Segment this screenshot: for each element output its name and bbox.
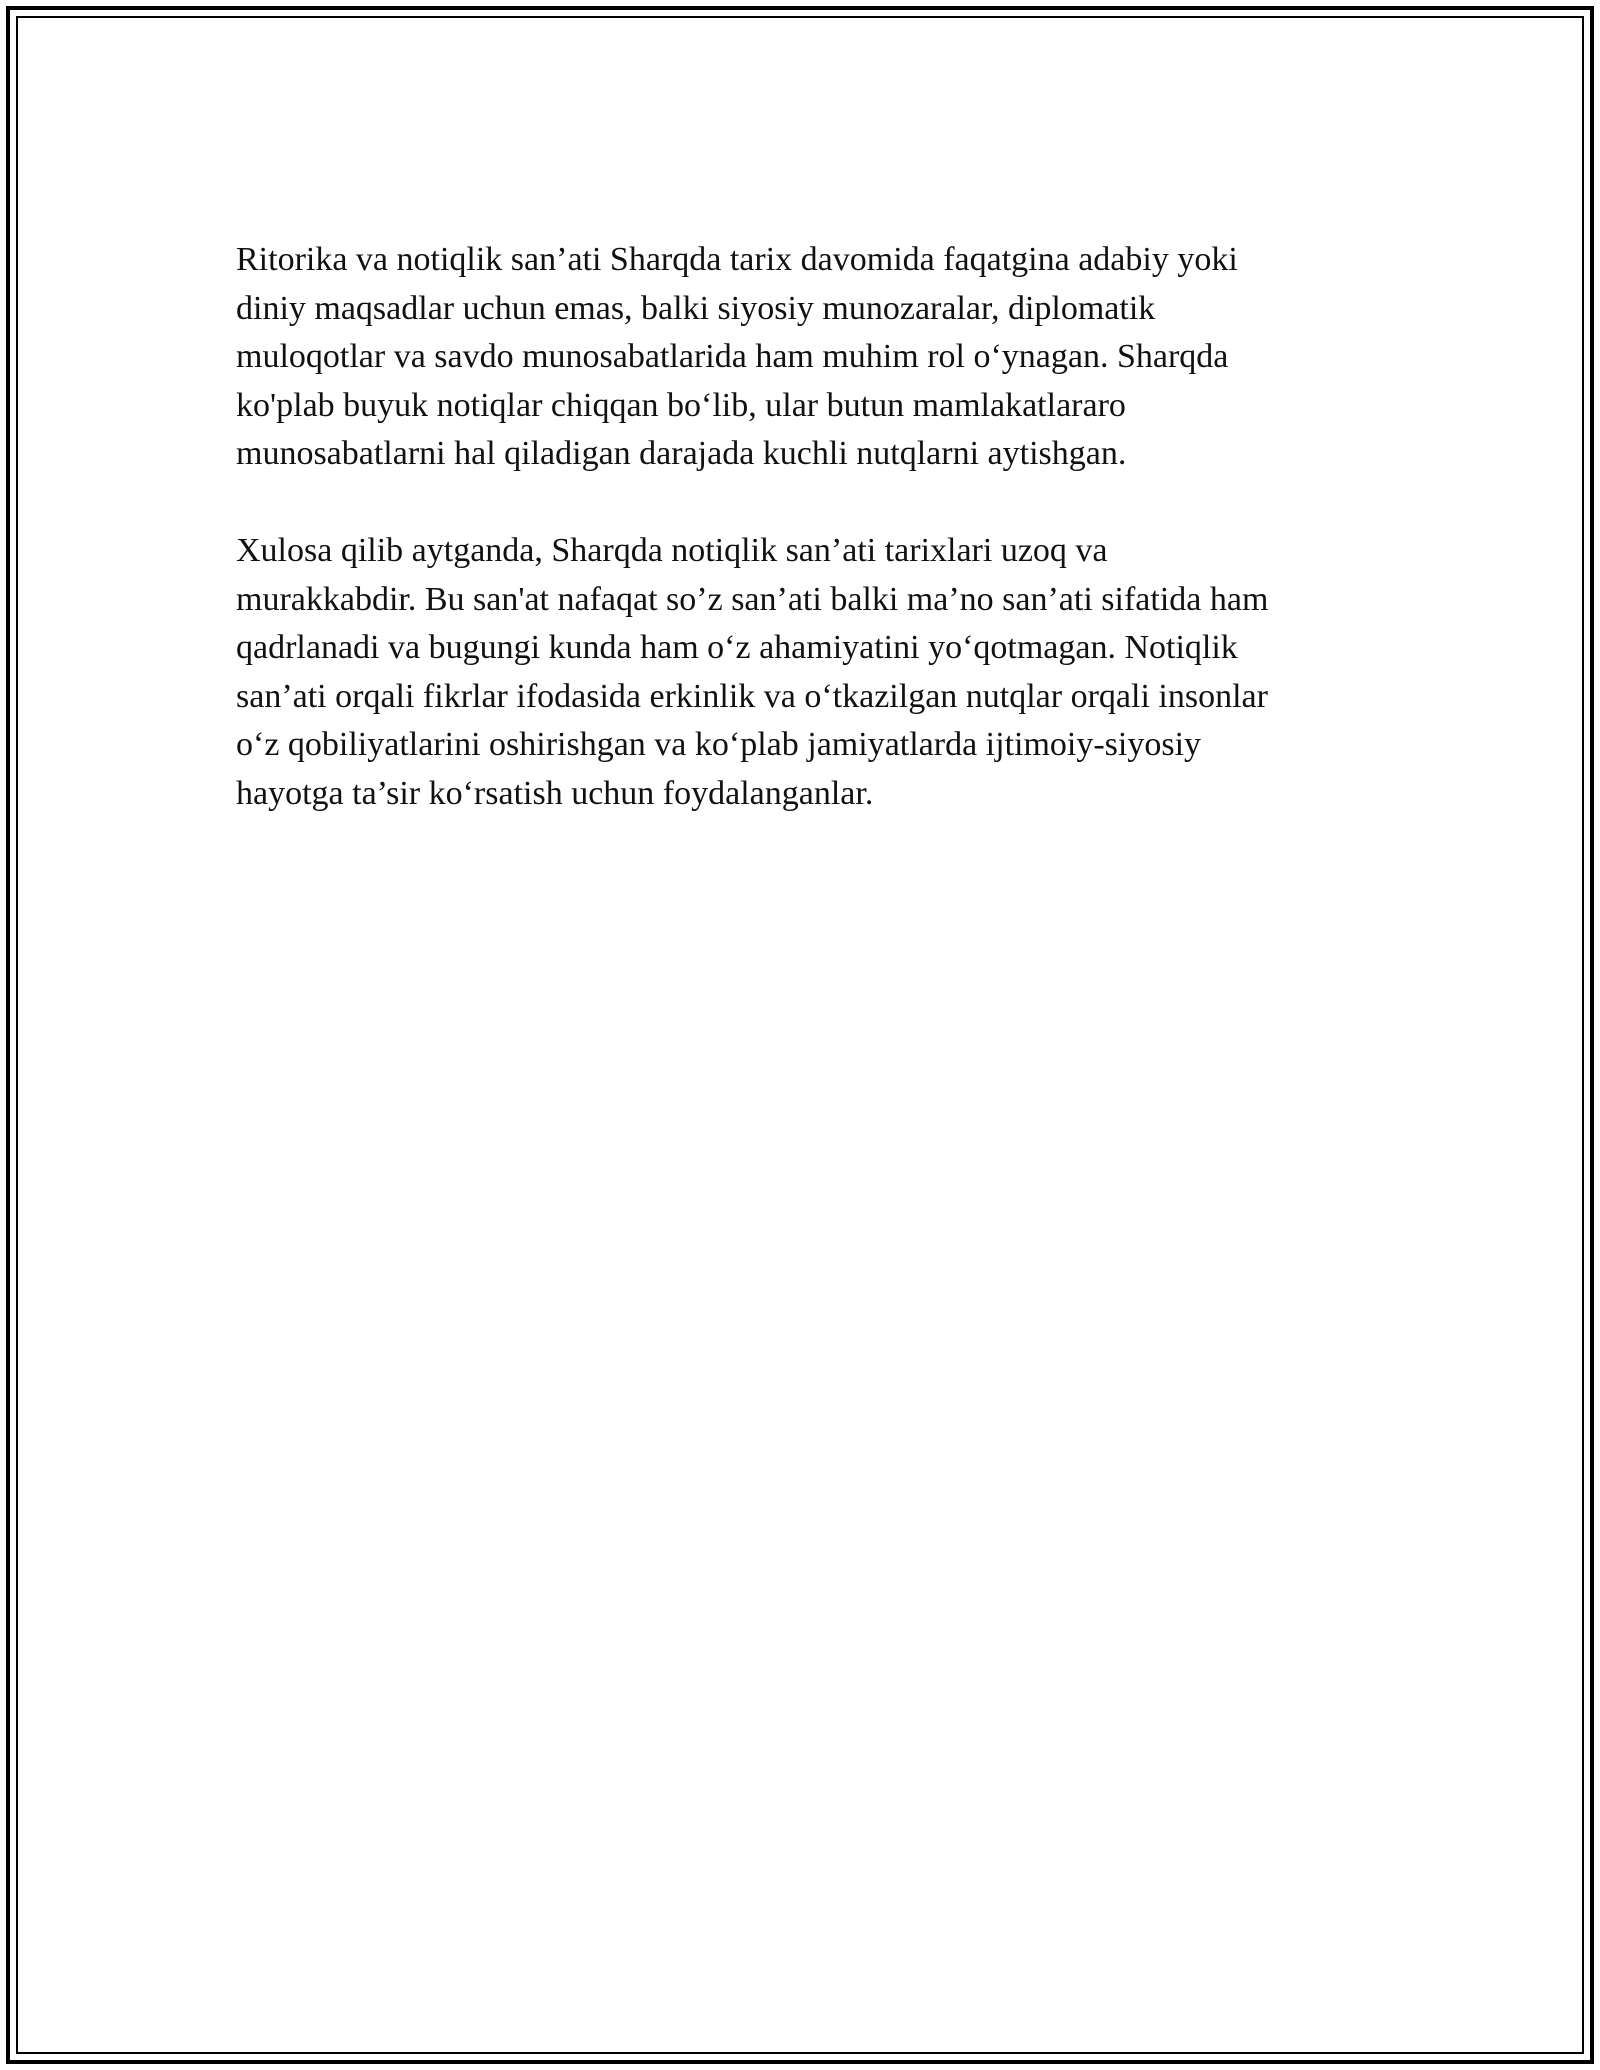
text-line: ko'plab buyuk notiqlar chiqqan bo‘lib, ular butun mamlakatlararo <box>236 386 1126 424</box>
text-line: diniy maqsadlar uchun emas, balki siyosiy munozaralar, diplomatik <box>236 289 1156 327</box>
document-body <box>236 236 1376 867</box>
paragraph-2 <box>236 527 1376 818</box>
text-line: san’ati orqali fikrlar ifodasida erkinlik va o‘tkazilgan nutqlar orqali insonlar <box>236 677 1268 715</box>
paragraph-1 <box>236 236 1376 479</box>
text-line: munosabatlarni hal qiladigan darajada kuchli nutqlarni aytishgan. <box>236 435 1127 472</box>
text-line: o‘z qobiliyatlarini oshirishgan va ko‘plab jamiyatlarda ijtimoiy-siyosiy <box>236 726 1202 763</box>
text-line: murakkabdir. Bu san'at nafaqat so’z san’ati balki ma’no san’ati sifatida ham <box>236 580 1269 618</box>
text-line: hayotga ta’sir ko‘rsatish uchun foydalanganlar. <box>236 774 874 812</box>
text-line: Xulosa qilib aytganda, Sharqda notiqlik san’ati tarixlari uzoq va <box>236 532 1108 569</box>
text-line: qadrlanadi va bugungi kunda ham o‘z ahamiyatini yo‘qotmagan. Notiqlik <box>236 629 1238 666</box>
text-line: Ritorika va notiqlik san’ati Sharqda tarix davomida faqatgina adabiy yoki <box>236 241 1238 278</box>
text-line: muloqotlar va savdo munosabatlarida ham muhim rol o‘ynagan. Sharqda <box>236 338 1229 375</box>
